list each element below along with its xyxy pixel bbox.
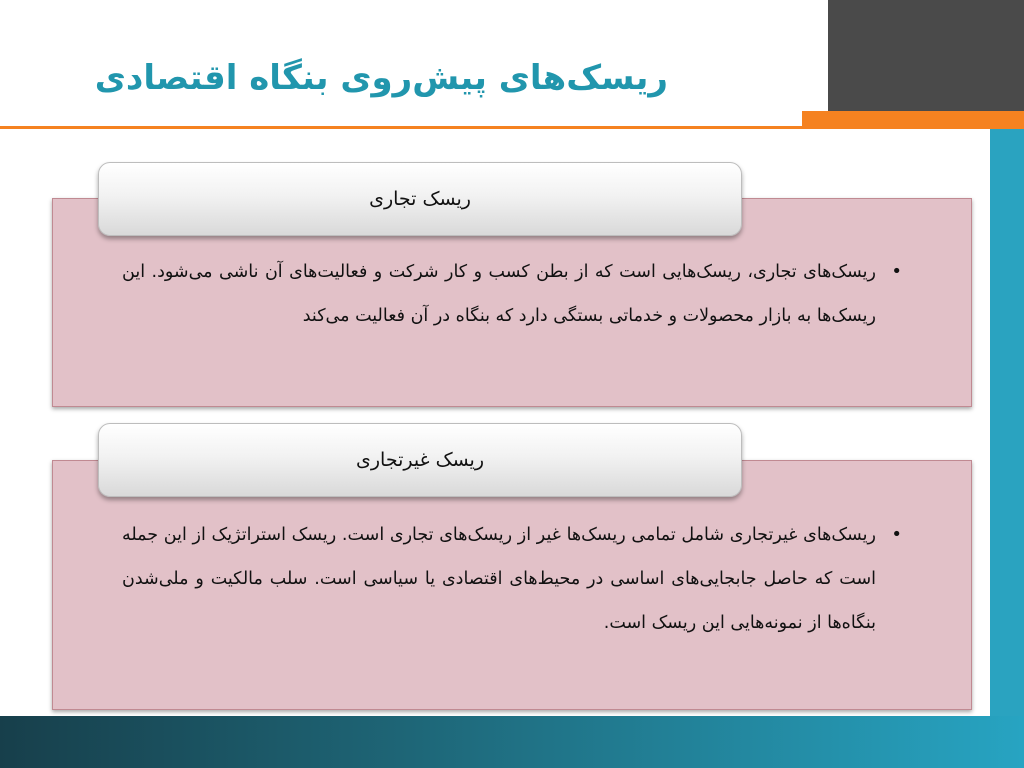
footer-gradient-bar bbox=[0, 716, 1024, 768]
section-noncommercial-heading: ریسک غیرتجاری bbox=[98, 423, 742, 497]
decorative-orange-tab bbox=[802, 111, 1024, 129]
section-commercial-body: ریسک‌های تجاری، ریسک‌هایی است که از بطن کسب و کار شرکت و فعالیت‌های آن ناشی می‌شود. این ریسک‌ها به بازار محصولات و خدماتی بستگی دارد که بنگاه در آن فعالیت می‌کند bbox=[122, 262, 876, 326]
bullet-icon: • bbox=[891, 524, 902, 545]
section-noncommercial-text bbox=[122, 513, 902, 645]
decorative-dark-block bbox=[828, 0, 1024, 111]
slide-title: ریسک‌های پیش‌روی بنگاه اقتصادی bbox=[94, 58, 668, 98]
bullet-icon: • bbox=[891, 261, 902, 282]
decorative-teal-strip bbox=[990, 129, 1024, 716]
section-noncommercial-body: ریسک‌های غیرتجاری شامل تمامی ریسک‌ها غیر از ریسک‌های تجاری است. ریسک استراتژیک از این جمله است که حاصل جابجایی‌های اساسی در محیط‌های اقتصادی یا سیاسی است. سلب مالکیت و ملی‌شدن بنگاه‌ها از نمونه‌هایی این ریسک است. bbox=[122, 525, 876, 633]
section-commercial-heading: ریسک تجاری bbox=[98, 162, 742, 236]
section-commercial-text bbox=[122, 250, 902, 338]
title-underline bbox=[0, 126, 830, 129]
